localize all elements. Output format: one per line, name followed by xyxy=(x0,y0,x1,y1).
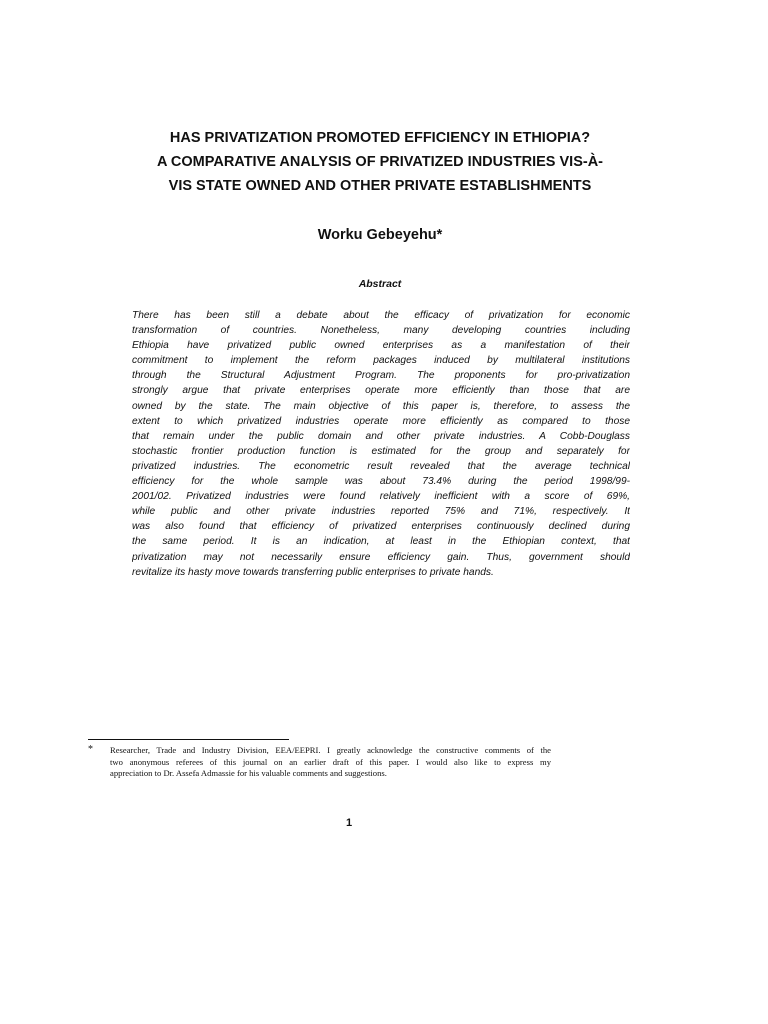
page-number: 1 xyxy=(345,817,353,829)
abstract-line: Ethiopia have privatized public owned enterprises as a manifestation of their xyxy=(132,340,630,352)
footnote-line: appreciation to Dr. Assefa Admassie for his valuable comments and suggestions. xyxy=(110,768,387,779)
title-line: VIS STATE OWNED AND OTHER PRIVATE ESTABLISHMENTS xyxy=(168,178,592,194)
paper-title xyxy=(60,126,700,198)
abstract-line: revitalize its hasty move towards transferring public enterprises to private hands. xyxy=(132,566,494,578)
abstract-line: the same period. It is an indication, at least in the Ethiopian context, that xyxy=(132,536,630,548)
footnote xyxy=(88,745,551,780)
abstract-line: stochastic frontier production function is estimated for the group and separately for xyxy=(132,445,630,457)
abstract-heading: Abstract xyxy=(358,278,402,290)
footnote-line: two anonymous referees of this journal on an earlier draft of this paper. I would also like to express my xyxy=(110,756,551,767)
abstract-line: extent to which privatized industries operate more efficiently as compared to those xyxy=(132,415,630,427)
footnote-divider xyxy=(88,739,289,740)
abstract-line: strongly argue that private enterprises operate more efficiently than those that are xyxy=(132,385,630,397)
abstract-line: There has been still a debate about the efficacy of privatization for economic xyxy=(132,310,630,321)
abstract-line: transformation of countries. Nonetheless, many developing countries including xyxy=(132,325,630,337)
author-name: Worku Gebeyehu* xyxy=(317,227,443,243)
title-line: HAS PRIVATIZATION PROMOTED EFFICIENCY IN ETHIOPIA? xyxy=(169,130,591,146)
abstract-line: privatized industries. The econometric result revealed that the average technical xyxy=(132,460,630,472)
abstract-line: 2001/02. Privatized industries were found relatively inefficient with a score of 69%, xyxy=(132,491,630,503)
abstract-line: owned by the state. The main objective of this paper is, therefore, to assess the xyxy=(132,400,630,412)
abstract-line: through the Structural Adjustment Program. The proponents for pro-privatization xyxy=(132,370,630,382)
abstract-line: efficiency for the whole sample was about 73.4% during the period 1998/99- xyxy=(132,476,630,488)
abstract-line: privatization may not necessarily ensure efficiency gain. Thus, government should xyxy=(132,551,630,563)
title-line: A COMPARATIVE ANALYSIS OF PRIVATIZED INDUSTRIES VIS-À- xyxy=(156,154,604,170)
abstract-body xyxy=(132,308,630,580)
abstract-line: while public and other private industries reported 75% and 71%, respectively. It xyxy=(132,506,630,518)
footnote-line: Researcher, Trade and Industry Division, EEA/EEPRI. I greatly acknowledge the constructive comments of the xyxy=(110,745,551,755)
abstract-line: commitment to implement the reform packages induced by multilateral institutions xyxy=(132,355,630,367)
footnote-marker: * xyxy=(88,744,93,755)
abstract-line: was also found that efficiency of privatized enterprises continuously declined during xyxy=(132,521,630,533)
abstract-line: that remain under the public domain and other private industries. A Cobb-Douglass xyxy=(132,430,630,442)
